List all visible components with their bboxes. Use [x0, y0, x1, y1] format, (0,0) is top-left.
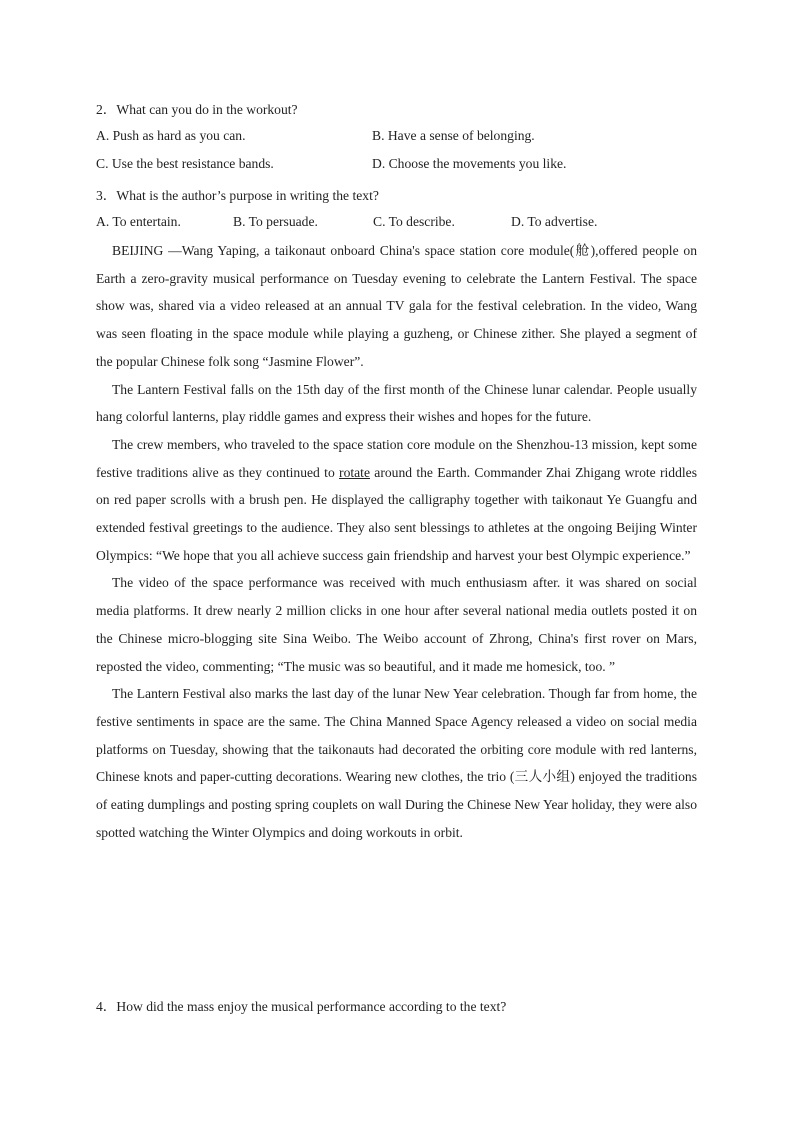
passage-paragraph-4: The video of the space performance was received with much enthusiasm after. it was shared on social media platforms. It drew nearly 2 million clicks in one hour after several national media outlets posted it on the Chinese micro-blogging site Sina Weibo. The Weibo account of Zhrong, China's first rover on Mars, reposted the video, commenting; “The music was so beautiful, and it made me homesick, too. ”: [96, 575, 697, 674]
question-3-option-b: B. To persuade.: [233, 214, 318, 229]
question-4-stem: 4．How did the mass enjoy the musical performance according to the text?: [96, 999, 507, 1014]
passage-paragraph-3: [96, 431, 697, 570]
question-3-stem: 3．What is the author’s purpose in writing the text?: [96, 188, 379, 203]
question-2-option-d: D. Choose the movements you like.: [372, 156, 567, 171]
passage-paragraph-2: The Lantern Festival falls on the 15th day of the first month of the Chinese lunar calendar. People usually hang colorful lanterns, play riddle games and express their wishes and hopes for the future.: [96, 381, 697, 425]
question-2-stem: 2．What can you do in the workout?: [96, 102, 298, 117]
underlined-word-rotate: rotate: [339, 464, 370, 480]
passage-paragraph-5: The Lantern Festival also marks the last day of the lunar New Year celebration. Though far from home, the festive sentiments in space are the same. The China Manned Space Agency released a video on social media platforms on Tuesday, showing that the taikonauts had decorated the orbiting core module with red lanterns, Chinese knots and paper-cutting decorations. Wearing new clothes, the trio (三人小组) enjoyed the traditions of eating dumplings and posting spring couplets on wall During the Chinese New Year holiday, they were also spotted watching the Winter Olympics and doing workouts in orbit.: [96, 686, 697, 840]
question-2-option-b: B. Have a sense of belonging.: [372, 128, 535, 143]
passage-paragraph-1: BEIJING —Wang Yaping, a taikonaut onboard China's space station core module(舱),offered people on Earth a zero-gravity musical performance on Tuesday evening to celebrate the Lantern Festival. The space show was, shared via a video released at an annual TV gala for the festival celebration. In the video, Wang was seen floating in the space module while playing a guzheng, or Chinese zither. She played a segment of the popular Chinese folk song “Jasmine Flower”.: [96, 243, 697, 369]
question-3-option-c: C. To describe.: [373, 214, 455, 229]
question-2-option-a: A. Push as hard as you can.: [96, 128, 246, 143]
question-2-option-c: C. Use the best resistance bands.: [96, 156, 274, 171]
question-3-option-a: A. To entertain.: [96, 214, 181, 229]
p3-text-after: around the Earth. Commander Zhai Zhigang wrote riddles on red paper scrolls with a brush pen. He displayed the calligraphy together with taikonaut Ye Guangfu and extended festival greetings to the audience. They also sent blessings to athletes at the ongoing Beijing Winter Olympics: “We hope that you all achieve success gain friendship and harvest your best Olympic experience.”: [96, 464, 697, 563]
reading-passage: [96, 237, 697, 846]
question-3-option-d: D. To advertise.: [511, 214, 598, 229]
p3-text-before: The crew members, who traveled to the space station core module on the Shenzhou-13 mission, kept some festive traditions alive as they continued to: [96, 436, 697, 480]
